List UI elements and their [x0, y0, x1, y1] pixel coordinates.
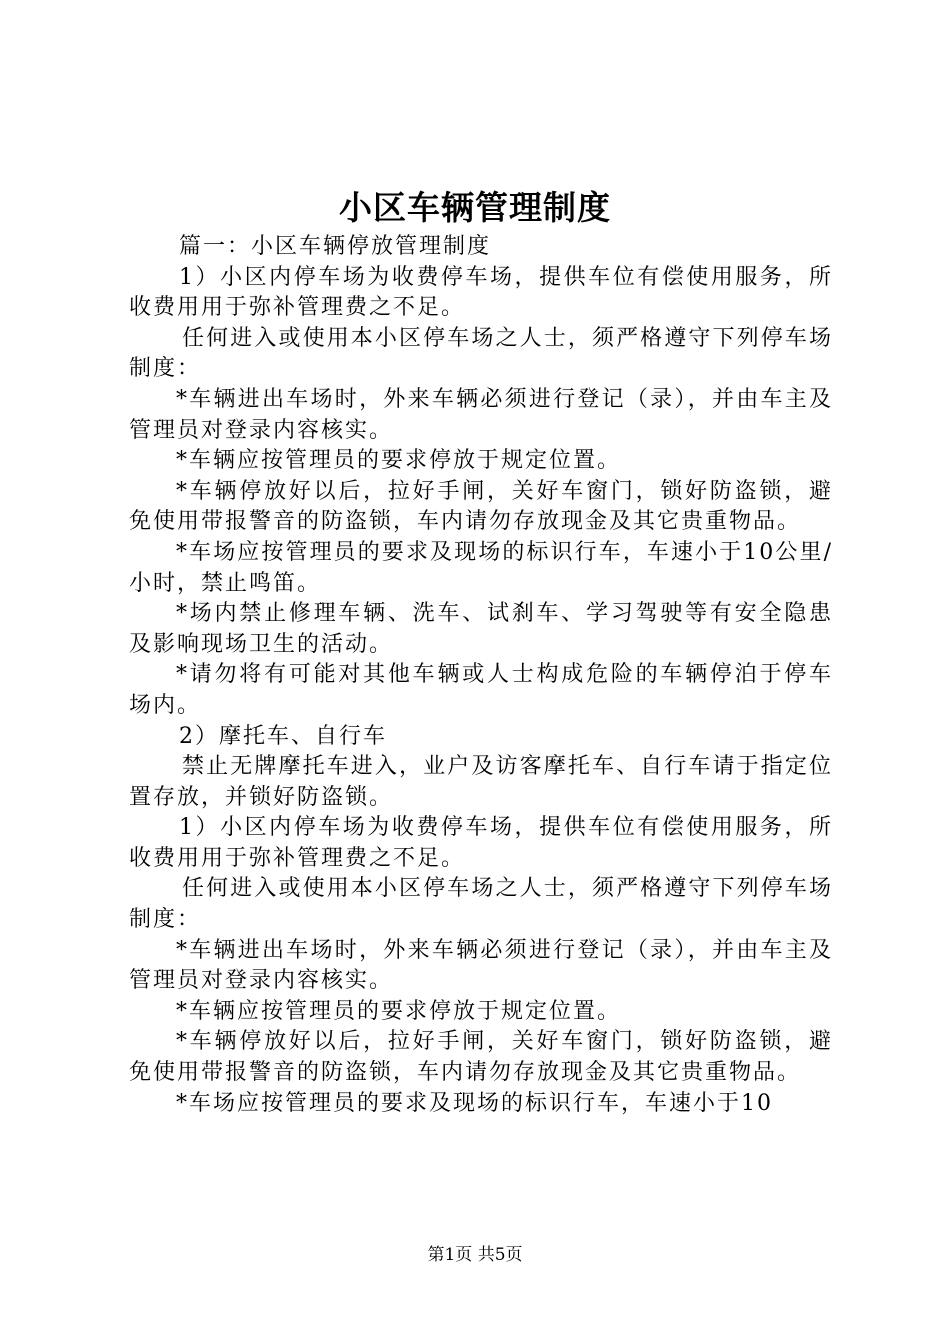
document-body	[129, 232, 833, 1119]
rule-item: *车辆应按管理员的要求停放于规定位置。	[176, 448, 622, 474]
rule-item: *车场应按管理员的要求及现场的标识行车，车速小于10公里/小时，禁止鸣笛。	[129, 539, 833, 596]
rule-item: *车辆进出车场时，外来车辆必须进行登记（录），并由车主及管理员对登录内容核实。	[129, 937, 833, 994]
paragraph: 1）小区内停车场为收费停车场，提供车位有偿使用服务，所收费用用于弥补管理费之不足。	[129, 264, 833, 321]
rule-item: *车辆应按管理员的要求停放于规定位置。	[176, 998, 622, 1024]
document-title: 小区车辆管理制度	[339, 188, 611, 227]
rule-item: *车场应按管理员的要求及现场的标识行车，车速小于10	[176, 1090, 773, 1116]
paragraph: 1）小区内停车场为收费停车场，提供车位有偿使用服务，所收费用用于弥补管理费之不足。	[129, 815, 833, 871]
paragraph: 任何进入或使用本小区停车场之人士，须严格遵守下列停车场制度：	[129, 325, 833, 382]
section-heading: 2）摩托车、自行车	[179, 723, 387, 749]
rule-item: *场内禁止修理车辆、洗车、试刹车、学习驾驶等有安全隐患及影响现场卫生的活动。	[129, 601, 833, 657]
rule-item: *车辆进出车场时，外来车辆必须进行登记（录），并由车主及管理员对登录内容核实。	[129, 386, 833, 443]
section-heading: 篇一：小区车辆停放管理制度	[179, 234, 492, 259]
paragraph: 任何进入或使用本小区停车场之人士，须严格遵守下列停车场制度：	[129, 876, 833, 933]
rule-item: *车辆停放好以后，拉好手闸，关好车窗门，锁好防盗锁，避免使用带报警音的防盗锁，车内请勿存放现金及其它贵重物品。	[129, 478, 833, 535]
paragraph: 禁止无牌摩托车进入，业户及访客摩托车、自行车请于指定位置存放，并锁好防盗锁。	[129, 754, 833, 810]
rule-item: *车辆停放好以后，拉好手闸，关好车窗门，锁好防盗锁，避免使用带报警音的防盗锁，车内请勿存放现金及其它贵重物品。	[129, 1029, 833, 1086]
rule-item: *请勿将有可能对其他车辆或人士构成危险的车辆停泊于停车场内。	[129, 662, 833, 718]
page-footer: 第1页 共5页	[427, 1245, 523, 1265]
